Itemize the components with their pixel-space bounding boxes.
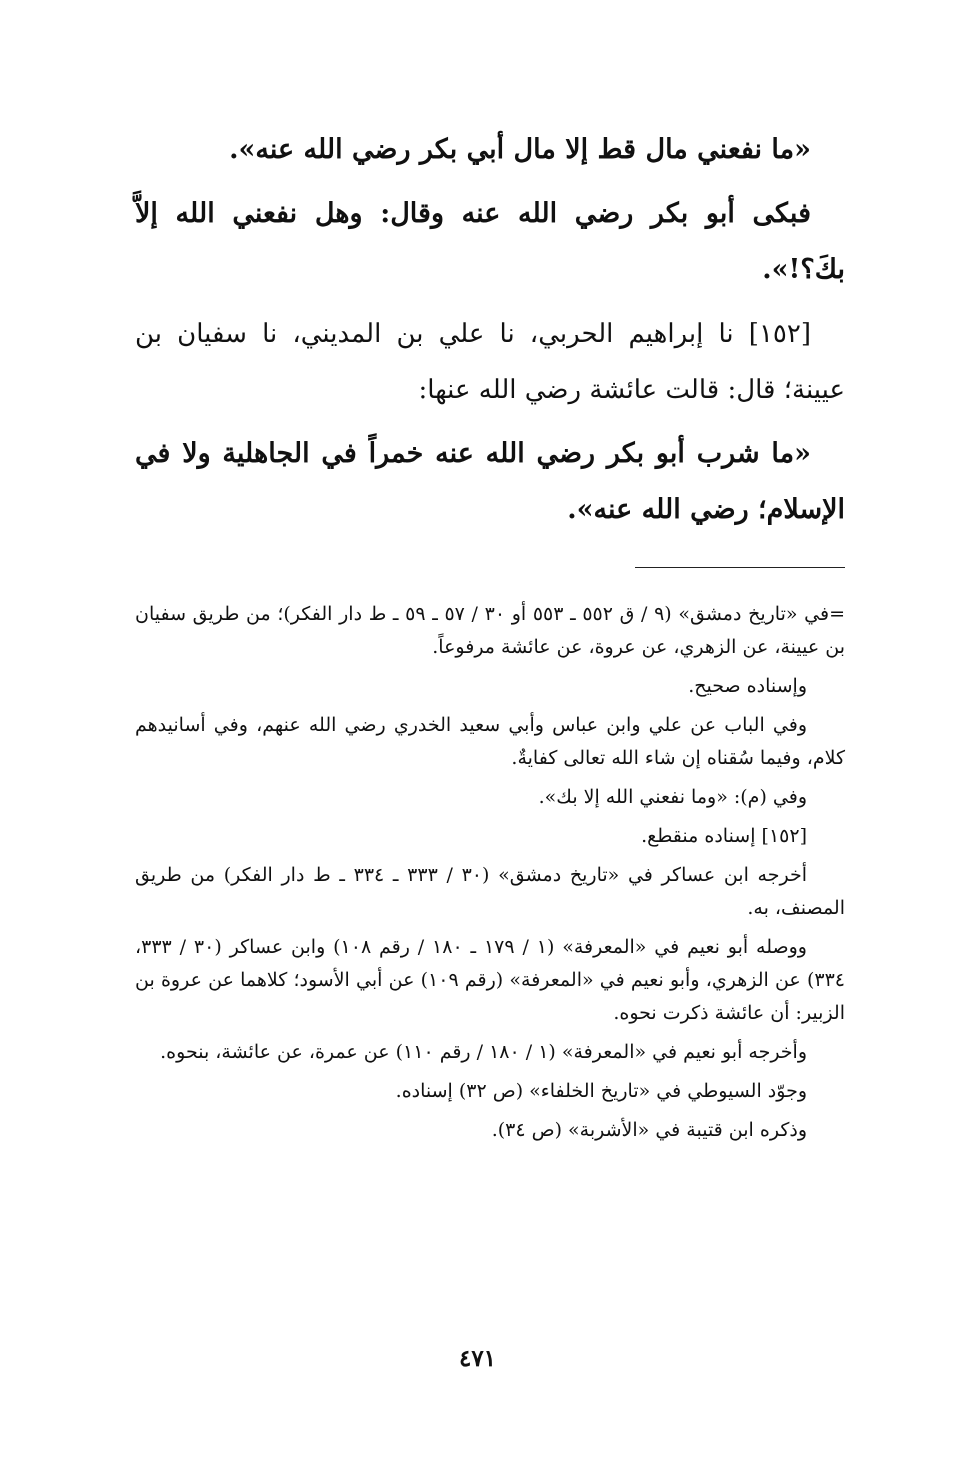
footnote-separator — [635, 567, 845, 568]
footnote-continuation: =في «تاريخ دمشق» (٩ / ق ٥٥٢ ـ ٥٥٣ أو ٣٠ / ٥٧ ـ ٥٩ ـ ط دار الفكر)؛ من طريق سفيان بن عيينة، عن الزهري، عن عروة، عن عائشة مرفوعاً. — [135, 603, 846, 658]
footnote-line: وفي (م): «وما نفعني الله إلا بك». — [538, 786, 807, 808]
narration-text: فبكى أبو بكر رضي الله عنه وقال: وهل نفعني الله إلاَّ بكَ؟!». — [135, 198, 845, 285]
hadith-text-152: «ما شرب أبو بكر رضي الله عنه خمراً في الجاهلية ولا في الإسلام؛ رضي الله عنه». — [135, 438, 845, 525]
page-number: ٤٧١ — [458, 1345, 497, 1372]
footnotes — [135, 598, 845, 1147]
footnote-line: ووصله أبو نعيم في «المعرفة» (١ / ١٧٩ ـ ١٨٠ / رقم ١٠٨) وابن عساكر (٣٠ / ٣٣٣، ٣٣٤) عن الزهري، وأبو نعيم في «المعرفة» (رقم ١٠٩) عن أبي الأسود؛ كلاهما عن عروة بن الزبير: أن عائشة ذكرت نحوه. — [135, 936, 846, 1024]
footnote-line: وجوّد السيوطي في «تاريخ الخلفاء» (ص ٣٢) إسناده. — [395, 1080, 807, 1102]
main-text — [135, 122, 845, 538]
footnote-line: وذكره ابن قتيبة في «الأشربة» (ص ٣٤). — [491, 1119, 807, 1141]
footnote-line: أخرجه ابن عساكر في «تاريخ دمشق» (٣٠ / ٣٣٣ ـ ٣٣٤ ـ ط دار الفكر) من طريق المصنف، به. — [135, 864, 845, 919]
footnote-line: وأخرجه أبو نعيم في «المعرفة» (١ / ١٨٠ / رقم ١١٠) عن عمرة، عن عائشة، بنحوه. — [160, 1041, 807, 1063]
hadith-text-1: «ما نفعني مال قط إلا مال أبي بكر رضي الله عنه». — [229, 134, 811, 165]
footnote-line: وفي الباب عن علي وابن عباس وأبي سعيد الخدري رضي الله عنهم، وفي أسانيدهم كلام، وفيما سُقناه إن شاء الله تعالى كفايةٌ. — [135, 714, 845, 769]
footnote-line: وإسناده صحيح. — [688, 675, 807, 697]
isnad-152: [١٥٢] نا إبراهيم الحربي، نا علي بن المديني، نا سفيان بن عيينة؛ قال: قالت عائشة رضي الله عنها: — [135, 319, 845, 405]
footnote-line: [١٥٢] إسناده منقطع. — [641, 825, 807, 847]
